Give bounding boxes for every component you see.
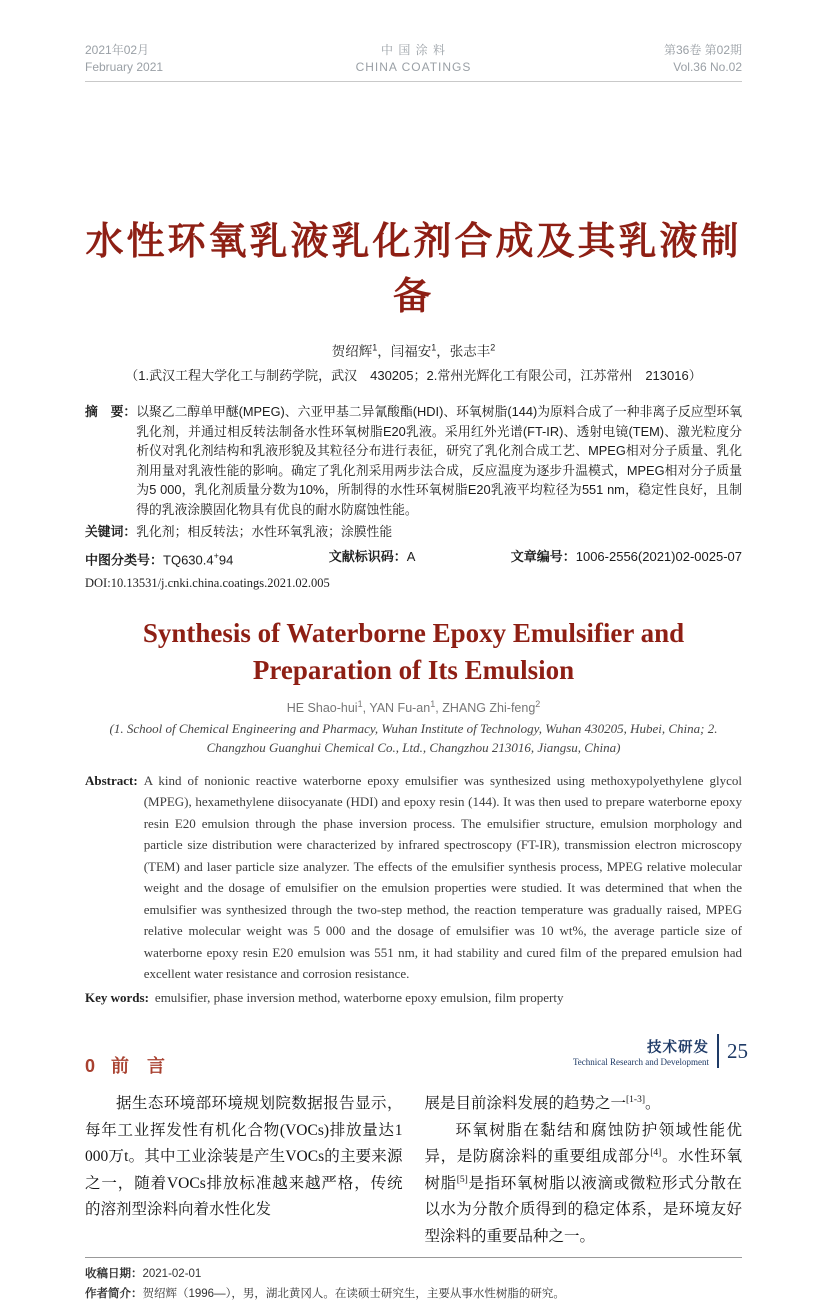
citation-ref: [4] [650, 1148, 662, 1159]
header-journal-name [285, 42, 542, 76]
received-date-label: 收稿日期： [85, 1268, 143, 1281]
author-en-3-sup: 2 [535, 698, 541, 709]
keywords-cn [85, 522, 742, 542]
abstract-en [85, 770, 742, 985]
page-number: 25 [727, 1038, 748, 1063]
author-cn-3: 张志丰 [449, 344, 491, 359]
abstract-en-label: Abstract: [85, 772, 138, 788]
clc-sup: + [213, 550, 219, 561]
clc-number [85, 547, 233, 569]
authors-en [85, 699, 742, 715]
affiliation-en: (1. School of Chemical Engineering and Pharmacy, Wuhan Institute of Technology, Wuhan 430205, Hubei, China; 2. Changzhou Guanghui Chemical Co., Ltd., Changzhou 213016, Jiangsu, China) [109, 720, 718, 755]
author-cn-3-sup: 2 [490, 342, 496, 353]
author-en-2-sup: 1 [430, 698, 436, 709]
author-cn-1-sup: 1 [372, 342, 378, 353]
header-date-cn: 2021年02月 [85, 43, 150, 57]
citation-ref: [5] [456, 1174, 468, 1185]
author-en-3: ZHANG Zhi-feng [442, 700, 536, 715]
body-paragraph [425, 1091, 743, 1118]
header-issue-cn: 第36卷 第02期 [663, 43, 742, 57]
section-title: 前 言 [111, 1056, 166, 1077]
body-column-right [425, 1091, 743, 1250]
author-sep: ， [436, 344, 450, 359]
footer-department-cn: 技术研发 [647, 1039, 709, 1056]
classification-row [85, 547, 742, 569]
author-en-1-sup: 1 [357, 698, 363, 709]
header-journal-name-en: CHINA COATINGS [355, 60, 472, 74]
abstract-cn-text: 以聚乙二醇单甲醚(MPEG)、六亚甲基二异氰酸酯(HDI)、环氧树脂(144)为原料合成了一种非离子反应型环氧乳化剂，并通过相反转法制备水性环氧树脂E20乳液。采用红外光谱(FT-IR)、透射电镜(TEM)、激光粒度分析仪对乳化剂结构和乳液形貌及其粒径分布进行表征，研究了乳化剂合成工艺、MPEG相对分子质量、乳化剂用量对乳液性能的影响。确定了乳化剂采用两步法合成，反应温度为逐步升温模式，MPEG相对分子质量为5 000，乳化剂质量分数为10%，所制得的水性环氧树脂E20乳液平均粒径为551 nm，稳定性良好，且制得的乳液涂膜固化物具有优良的耐水防腐蚀性能。 [136, 404, 742, 517]
author-en-2: YAN Fu-an [369, 700, 431, 715]
article-number-label: 文章编号： [510, 548, 576, 564]
author-sep: , [362, 700, 370, 715]
affiliation-cn: （1.武汉工程大学化工与制药学院，武汉 430205；2.常州光辉化工有限公司，江苏常州 213016） [125, 368, 702, 383]
article-number [511, 547, 742, 569]
body-text: 展是目前涂料发展的趋势之一 [424, 1095, 627, 1113]
author-en-1: HE Shao-hui [286, 700, 358, 715]
author-bio [85, 1284, 742, 1304]
author-sep: , [435, 700, 443, 715]
doc-code [329, 547, 416, 569]
doi: DOI:10.13531/j.cnki.china.coatings.2021.02.005 [85, 575, 330, 590]
citation-ref: [1-3] [626, 1095, 646, 1106]
author-cn-1: 贺绍辉 [331, 344, 373, 359]
received-date-value: 2021-02-01 [142, 1268, 202, 1281]
section-number: 0 [85, 1056, 96, 1077]
body-column-left [85, 1091, 403, 1250]
body-columns [85, 1091, 742, 1250]
author-bio-label: 作者简介： [85, 1288, 143, 1301]
abstract-en-text: A kind of nonionic reactive waterborne epoxy emulsifier was synthesized using methoxypolyethylene glycol (MPEG), hexamethylene diisocyanate (HDI) and epoxy resin (144). It was then used to prepare waterborne epoxy resin E20 emulsion through the phase inversion process. The emulsifier structure, emulsion morphology and particle size distribution were characterized by infrared spectroscopy (FT-IR), transmission electron microscopy (TEM) and laser particle size analyzer. The effects of the emulsifier synthesis process, MPEG relative molecular weight and the dosage of emulsifier on the emulsion properties were studied. It was determined that when the emulsifier was synthesized through the two-step method, the reaction temperature was gradually raised, MPEG relative molecular weight was 5 000 and the dosage of emulsifier was 10 wt%, the average particle size of waterborne epoxy resin E20 emulsion was 551 nm, it had stability and cured film of the prepared emulsion had excellent water resistance and corrosion resistance. [143, 772, 742, 982]
keywords-en-text: emulsifier, phase inversion method, waterborne epoxy emulsion, film property [154, 989, 564, 1005]
author-sep: ， [377, 344, 391, 359]
clc-value-tail: 94 [218, 551, 234, 567]
abstract-cn [85, 402, 742, 519]
abstract-cn-label: 摘 要： [85, 404, 137, 419]
keywords-cn-label: 关键词： [85, 524, 137, 539]
article-title-en: Synthesis of Waterborne Epoxy Emulsifier and Preparation of Its Emulsion [142, 617, 685, 685]
header-date [85, 42, 285, 76]
clc-label: 中图分类号： [85, 551, 164, 567]
header-date-en: February 2021 [85, 60, 164, 74]
doc-code-value: A [406, 548, 416, 564]
author-cn-2: 闫福安 [390, 344, 432, 359]
page-footer [573, 1034, 748, 1068]
body-text: 。 [645, 1095, 661, 1113]
footnote [85, 1257, 742, 1304]
header-issue [542, 42, 742, 76]
author-bio-value: 贺绍辉（1996—），男，湖北黄冈人。在读硕士研究生，主要从事水性树脂的研究。 [142, 1288, 565, 1301]
clc-value: TQ630.4 [163, 551, 214, 567]
keywords-cn-text: 乳化剂；相反转法；水性环氧乳液；涂膜性能 [136, 524, 393, 539]
footer-department-en: Technical Research and Development [572, 1056, 709, 1067]
authors-cn [85, 340, 742, 360]
author-cn-2-sup: 1 [431, 342, 437, 353]
doc-code-label: 文献标识码： [328, 548, 407, 564]
footer-department [573, 1036, 717, 1067]
article-title-cn: 水性环氧乳液乳化剂合成及其乳液制备 [85, 221, 742, 318]
journal-header [85, 42, 742, 82]
body-paragraph: 据生态环境部环境规划院数据报告显示，每年工业挥发性有机化合物(VOCs)排放量达1 000万t。其中工业涂装是产生VOCs的主要来源之一，随着VOCs排放标准越来越严格，传统的溶剂型涂料向着水性化发 [85, 1095, 403, 1219]
received-date [85, 1264, 742, 1284]
header-journal-name-cn: 中 国 涂 料 [380, 43, 446, 57]
body-text: 环氧树脂在黏结和腐蚀防护领域性能优异，是防腐涂料的重要组成部分 [424, 1121, 742, 1166]
keywords-en-label: Key words: [85, 989, 149, 1005]
keywords-en [85, 987, 742, 1009]
header-issue-en: Vol.36 No.02 [673, 60, 742, 74]
body-paragraph [425, 1118, 743, 1251]
body-text: 。水性环氧树脂 [424, 1148, 742, 1192]
article-number-value: 1006-2556(2021)02-0025-07 [575, 548, 742, 564]
body-text: 是指环氧树脂以液滴或微粒形式分散在以水为分散介质得到的稳定体系，是环境友好型涂料的重要品种之一。 [424, 1174, 742, 1245]
